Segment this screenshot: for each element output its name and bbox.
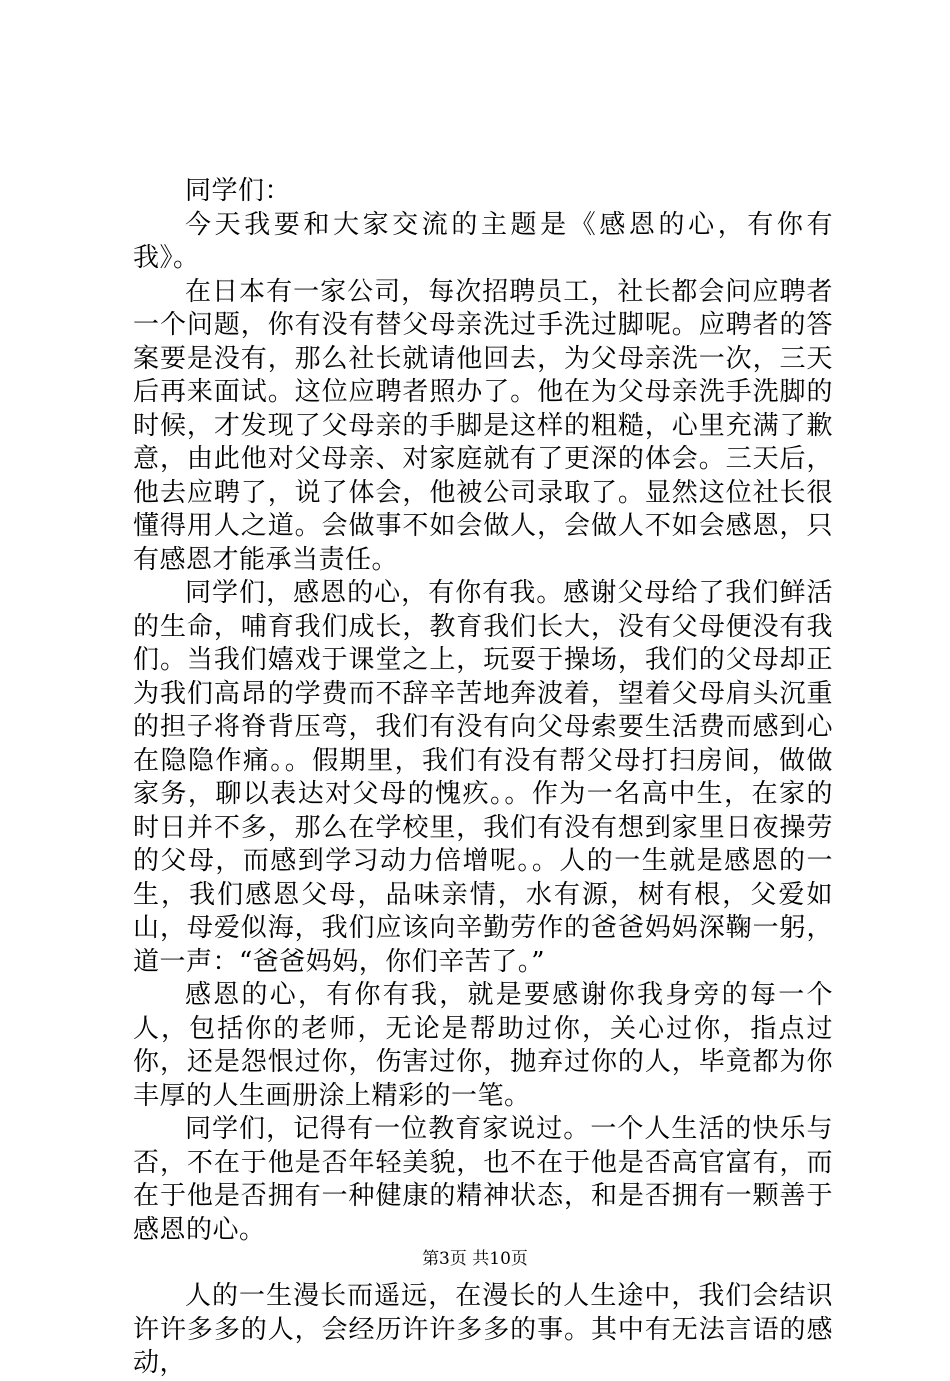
paragraph-greeting: 同学们：: [185, 176, 292, 206]
page-number-footer: 第3页 共10页: [422, 1249, 528, 1269]
paragraph-topic: 今天我要和大家交流的主题是《感恩的心，有你有我》。: [133, 209, 833, 273]
paragraph-life-journey: 人的一生漫长而遥远，在漫长的人生途中，我们会结识许许多多的人，会经历许许多多的事。其中有无法言语的感动，: [133, 1281, 833, 1378]
paragraph-parents: 同学们，感恩的心，有你有我。感谢父母给了我们鲜活的生命，哺育我们成长，教育我们长大，没有父母便没有我们。当我们嬉戏于课堂之上，玩耍于操场，我们的父母却正为我们高昂的学费而不辞辛苦地奔波着，望着父母肩头沉重的担子将脊背压弯，我们有没有向父母索要生活费而感到心在隐隐作痛。。假期里，我们有没有帮父母打扫房间，做做家务，聊以表达对父母的愧疚。。作为一名高中生，在家的时日并不多，那么在学校里，我们有没有想到家里日夜操劳的父母，而感到学习动力倍增呢。。人的一生就是感恩的一生，我们感恩父母，品味亲情，水有源，树有根，父爱如山，母爱似海，我们应该向辛勤劳作的爸爸妈妈深鞠一躬，道一声：“爸爸妈妈，你们辛苦了。”: [133, 578, 833, 977]
document-body: [133, 175, 833, 1381]
paragraph-thank-everyone: 感恩的心，有你有我，就是要感谢你我身旁的每一个人，包括你的老师，无论是帮助过你，关心过你，指点过你，还是怨恨过你，伤害过你，抛弃过你的人，毕竟都为你丰厚的人生画册涂上精彩的一笔。: [133, 980, 833, 1111]
paragraph-japan-story: 在日本有一家公司，每次招聘员工，社长都会问应聘者一个问题，你有没有替父母亲洗过手洗过脚呢。应聘者的答案要是没有，那么社长就请他回去，为父母亲洗一次，三天后再来面试。这位应聘者照办了。他在为父母亲洗手洗脚的时候，才发现了父母亲的手脚是这样的粗糙，心里充满了歉意，由此他对父母亲、对家庭就有了更深的体会。三天后，他去应聘了，说了体会，他被公司录取了。显然这位社长很懂得用人之道。会做事不如会做人，会做人不如会感恩，只有感恩才能承当责任。: [133, 276, 833, 575]
paragraph-educator-quote: 同学们，记得有一位教育家说过。一个人生活的快乐与否，不在于他是否年轻美貌，也不在于他是否高官富有，而在于他是否拥有一种健康的精神状态，和是否拥有一颗善于感恩的心。: [133, 1114, 833, 1245]
